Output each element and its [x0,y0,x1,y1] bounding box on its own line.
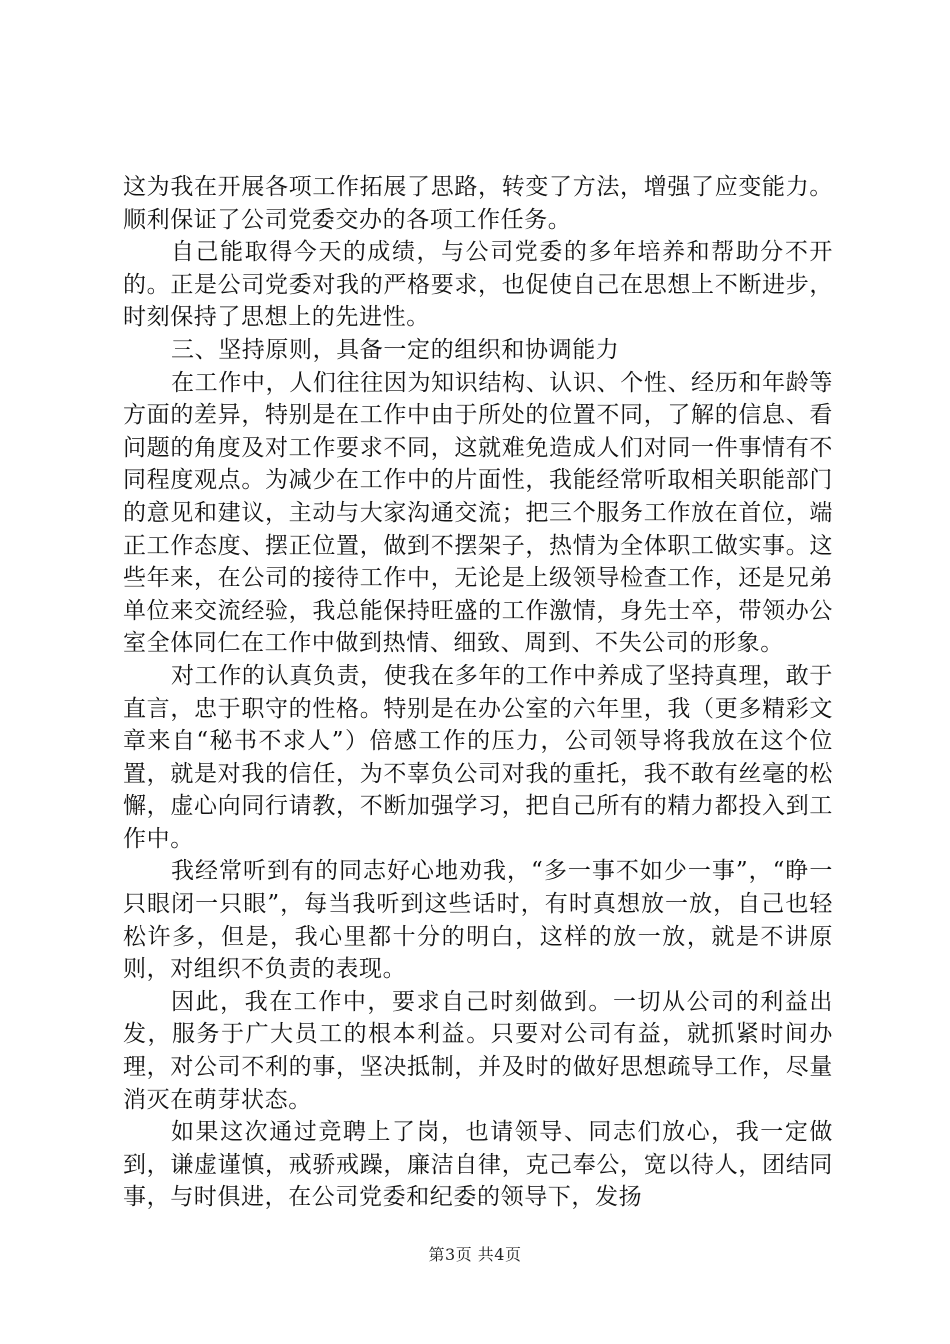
section-heading: 三、坚持原则，具备一定的组织和协调能力 [171,336,620,363]
paragraph-achievement: 自己能取得今天的成绩，与公司党委的多年培养和帮助分不开的。正是公司党委对我的严格要求，也促使自己在思想上不断进步，时刻保持了思想上的先进性。 [123,239,833,331]
document-body [123,171,833,1214]
paragraph-principle: 因此，我在工作中，要求自己时刻做到。一切从公司的利益出发，服务于广大员工的根本利益。只要对公司有益，就抓紧时间办理，对公司不利的事，坚决抵制，并及时的做好思想疏导工作，尽量消灭在萌芽状态。 [123,988,833,1113]
paragraph-advice: 我经常听到有的同志好心地劝我，“多一事不如少一事”，“睁一只眼闭一只眼”，每当我听到这些话时，有时真想放一放，自己也轻松许多，但是，我心里都十分的明白，这样的放一放，就是不讲原则，对组织不负责的表现。 [123,858,833,983]
paragraph-responsibility: 对工作的认真负责，使我在多年的工作中养成了坚持真理，敢于直言，忠于职守的性格。特别是在办公室的六年里，我（更多精彩文章来自“秘书不求人”）倍感工作的压力，公司领导将我放在这个位置，就是对我的信任，为不辜负公司对我的重托，我不敢有丝毫的松懈，虚心向同行请教，不断加强学习，把自己所有的精力都投入到工作中。 [123,662,833,852]
paragraph-coordination: 在工作中，人们往往因为知识结构、认识、个性、经历和年龄等方面的差异，特别是在工作中由于所处的位置不同，了解的信息、看问题的角度及对工作要求不同，这就难免造成人们对同一件事情有不同程度观点。为减少在工作中的片面性，我能经常听取相关职能部门的意见和建议，主动与大家沟通交流；把三个服务工作放在首位，端正工作态度、摆正位置，做到不摆架子，热情为全体职工做实事。这些年来，在公司的接待工作中，无论是上级领导检查工作，还是兄弟单位来交流经验，我总能保持旺盛的工作激情，身先士卒，带领办公室全体同仁在工作中做到热情、细致、周到、不失公司的形象。 [123,369,833,657]
paragraph-commitment: 如果这次通过竞聘上了岗，也请领导、同志们放心，我一定做到，谦虚谨慎，戒骄戒躁，廉洁自律，克己奉公，宽以待人，团结同事，与时俱进，在公司党委和纪委的领导下，发扬 [123,1119,833,1211]
page-number-footer: 第3页 共4页 [428,1245,522,1264]
paragraph-continuation: 这为我在开展各项工作拓展了思路，转变了方法，增强了应变能力。顺利保证了公司党委交办的各项工作任务。 [123,174,833,233]
